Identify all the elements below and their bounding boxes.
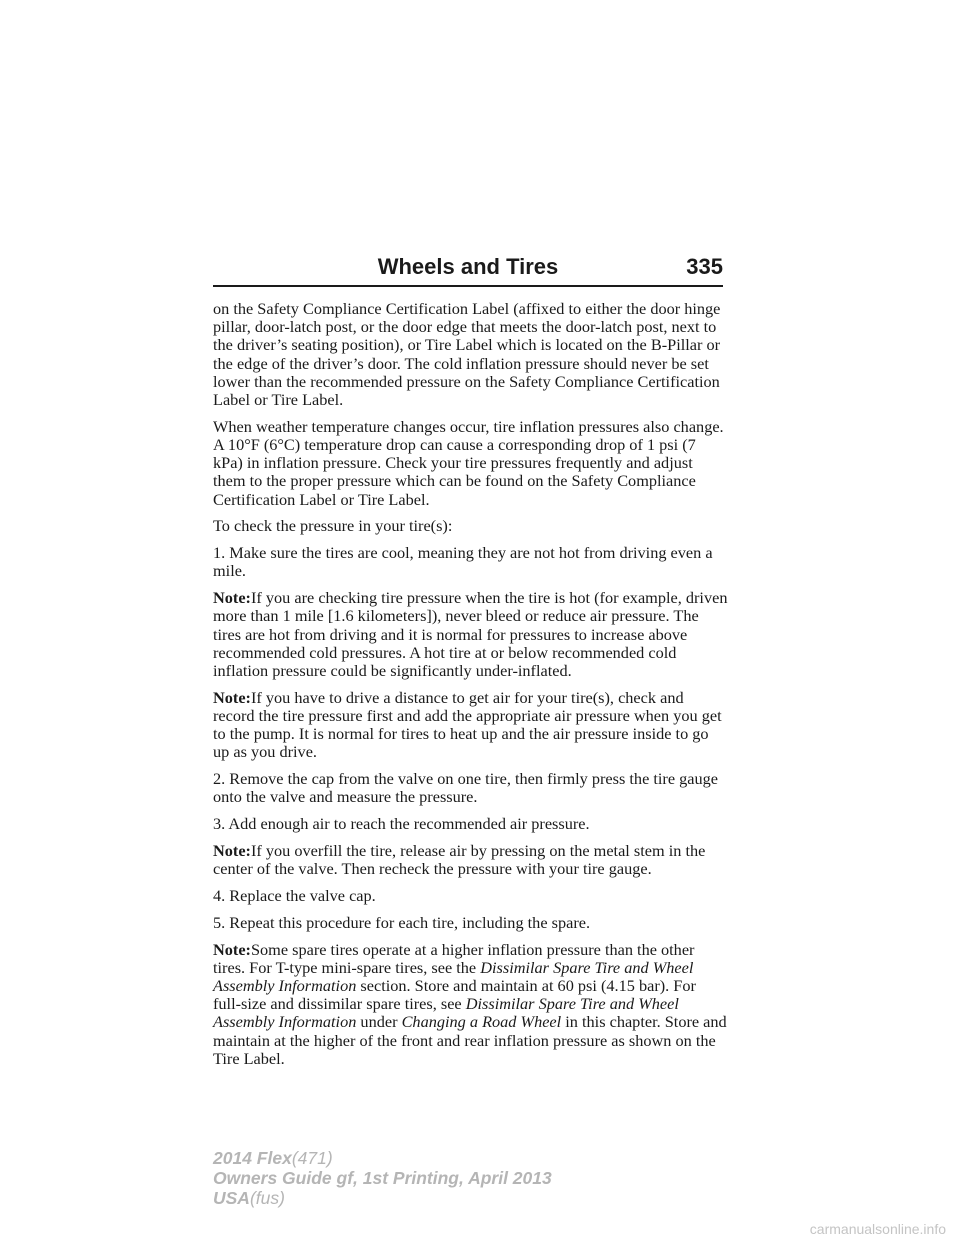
cross-reference-link: Dissimilar Spare Tire and Wheel Assembly Information bbox=[213, 994, 679, 1032]
note-text: Some spare tires operate at a higher inflation pressure than the other tires. For T-type mini-spare tires, see the bbox=[213, 939, 695, 977]
note-text: under bbox=[360, 1012, 402, 1032]
note-label: Note: bbox=[213, 588, 251, 608]
note-text: If you are checking tire pressure when the tire is hot (for example, driven more than 1 mile [1.6 kilometers]), never bleed or reduce air pressure. The tires are hot from driving and it is normal for pressures to increase above recommended cold pressures. A hot tire at or below recommended cold inflation pressure could be significantly under-inflated. bbox=[213, 588, 728, 681]
note-label: Note: bbox=[213, 687, 251, 707]
note-overfill bbox=[213, 842, 728, 878]
note-spare-tires bbox=[213, 941, 728, 1068]
footer-region-code: (fus) bbox=[249, 1188, 285, 1208]
paragraph-label-location: on the Safety Compliance Certification Label (affixed to either the door hinge pillar, door-latch post, or the door edge that meets the door-latch post, next to the driver’s seating position), or Tire Label which is located on the B-Pillar or the edge of the driver’s door. The cold inflation pressure should never be set lower than the recommended pressure on the Safety Compliance Certification Label or Tire Label. bbox=[213, 299, 721, 410]
footer-region-line bbox=[213, 1188, 713, 1208]
note-hot-tire bbox=[213, 589, 728, 680]
note-label: Note: bbox=[213, 841, 251, 861]
footer-model-code: (471) bbox=[291, 1148, 333, 1168]
step-2: 2. Remove the cap from the valve on one tire, then firmly press the tire gauge onto the valve and measure the pressure. bbox=[213, 769, 719, 807]
page-header bbox=[213, 252, 723, 292]
cross-reference-link: Changing a Road Wheel bbox=[401, 1012, 566, 1032]
note-text: in this chapter. Store and maintain at the higher of the front and rear inflation pressure as shown on the Tire Label. bbox=[213, 1012, 727, 1068]
note-text: If you have to drive a distance to get air for your tire(s), check and record the tire pressure first and add the appropriate air pressure when you get to the pump. It is normal for tires to heat up and the air pressure inside to go up as you drive. bbox=[213, 687, 722, 762]
paragraph-check-intro: To check the pressure in your tire(s): bbox=[213, 516, 453, 536]
note-drive-distance bbox=[213, 689, 728, 762]
watermark: carmanualsonline.info bbox=[809, 1221, 946, 1237]
note-text: section. Store and maintain at 60 psi (4.15 bar). For full-size and dissimilar spare tires, see bbox=[213, 976, 696, 1014]
note-label: Note: bbox=[213, 939, 251, 959]
header-rule bbox=[213, 285, 723, 287]
note-text: If you overfill the tire, release air by pressing on the metal stem in the center of the valve. Then recheck the pressure with your tire gauge. bbox=[213, 841, 706, 879]
footer-region: USA bbox=[213, 1188, 250, 1208]
print-footer bbox=[213, 1148, 713, 1208]
paragraph-temperature: When weather temperature changes occur, tire inflation pressures also change. A 10°F (6°C) temperature drop can cause a corresponding drop of 1 psi (7 kPa) in inflation pressure. Check your tire pressures frequently and adjust them to the proper pressure which can be found on the Safety Compliance Certification Label or Tire Label. bbox=[213, 416, 724, 509]
step-1: 1. Make sure the tires are cool, meaning they are not hot from driving even a mile. bbox=[213, 543, 713, 581]
cross-reference-link: Dissimilar Spare Tire and Wheel Assembly Information bbox=[213, 957, 694, 996]
page-number: 335 bbox=[686, 254, 723, 279]
page-body bbox=[213, 300, 728, 1077]
step-3: 3. Add enough air to reach the recommended air pressure. bbox=[213, 814, 590, 834]
footer-guide-line: Owners Guide gf, 1st Printing, April 2013 bbox=[213, 1168, 552, 1188]
footer-model-line bbox=[213, 1148, 713, 1168]
section-title: Wheels and Tires bbox=[377, 254, 559, 279]
step-5: 5. Repeat this procedure for each tire, including the spare. bbox=[213, 912, 591, 932]
footer-model: 2014 Flex bbox=[213, 1148, 292, 1168]
step-4: 4. Replace the valve cap. bbox=[213, 886, 376, 906]
